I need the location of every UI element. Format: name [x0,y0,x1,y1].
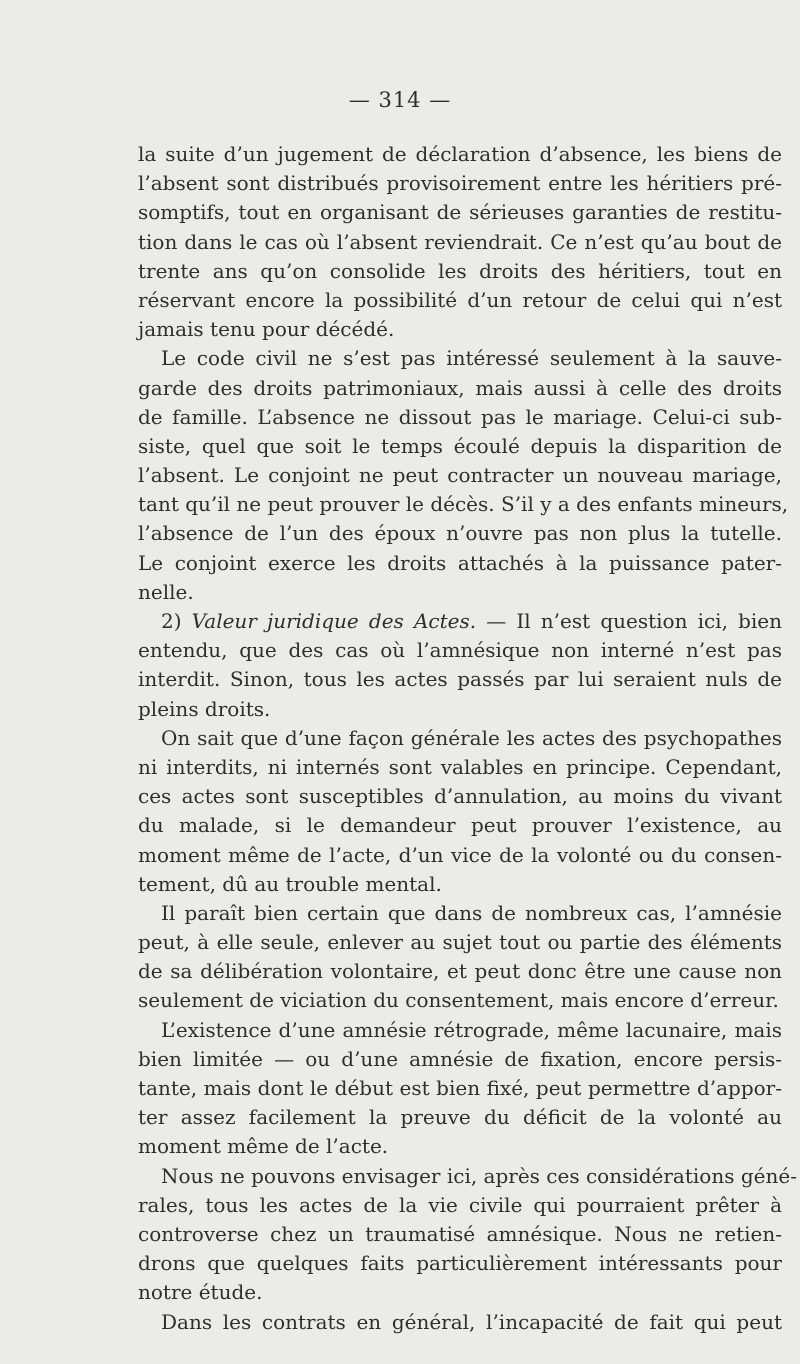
text-line: Le conjoint exerce les droits attachés à la puissance pater- [138,550,782,575]
text-line: ces actes sont susceptibles d’annulation, au moins du vivant [138,784,782,809]
text-line: la suite d’un jugement de déclaration d’absence, les biens de [138,142,782,166]
text-line: moment même de l’acte, d’un vice de la volonté ou du consen- [138,842,782,867]
text-line: ni interdits, ni internés sont valables en principe. Cependant, [138,754,782,779]
section-title: Valeur juridique des Actes. [191,609,477,633]
text-line: ter assez facilement la preuve du déficit de la volonté au [138,1105,782,1130]
text-line: garde des droits patrimoniaux, mais aussi à celle des droits [138,375,782,400]
text-line: rales, tous les actes de la vie civile qui pourraient prêter à [138,1192,782,1217]
text-line: tement, dû au trouble mental. [138,871,442,896]
text-line: L’existence d’une amnésie rétrograde, même lacunaire, mais [161,1017,782,1042]
text-line: tante, mais dont le début est bien fixé, peut permettre d’appor- [138,1076,782,1100]
line-suffix: — Il n’est question ici, bien [476,609,782,633]
text-line: nelle. [138,579,194,604]
line-prefix: 2) [161,609,192,633]
text-line: On sait que d’une façon générale les actes des psychopathes [161,725,782,750]
text-line: peut, à elle seule, enlever au sujet tout ou partie des éléments [138,930,782,955]
text-line [138,607,782,636]
text-line: entendu, que des cas où l’amnésique non interné n’est pas [138,638,782,663]
page-number: — 314 — [348,88,452,112]
text-line: Il paraît bien certain que dans de nombreux cas, l’amnésie [161,900,782,925]
text-line: jamais tenu pour décédé. [138,317,395,342]
text-line: Nous ne pouvons envisager ici, après ces considérations géné- [161,1163,797,1188]
text-line: l’absent sont distribués provisoirement entre les héritiers pré- [138,171,782,196]
text-line: bien limitée — ou d’une amnésie de fixation, encore persis- [138,1046,782,1071]
text-line: somptifs, tout en organisant de sérieuses garanties de restitu- [138,200,782,225]
body-text [138,140,797,1337]
text-line: controverse chez un traumatisé amnésique. Nous ne retien- [138,1221,782,1246]
text-line: tion dans le cas où l’absent reviendrait. Ce n’est qu’au bout de [138,229,782,254]
text-line: seulement de viciation du consentement, mais encore d’erreur. [138,988,779,1013]
text-line: moment même de l’acte. [138,1134,389,1159]
text-line: siste, quel que soit le temps écoulé depuis la disparition de [138,433,782,458]
text-line: Le code civil ne s’est pas intéressé seulement à la sauve- [161,346,782,371]
text-line: pleins droits. [138,696,271,721]
text-line: tant qu’il ne peut prouver le décès. S’il y a des enfants mineurs, [138,492,789,517]
text-line: notre étude. [138,1280,263,1305]
text-line: de famille. L’absence ne dissout pas le mariage. Celui-ci sub- [138,404,782,429]
text-line: l’absent. Le conjoint ne peut contracter un nouveau mariage, [138,463,782,488]
text-line: trente ans qu’on consolide les droits des héritiers, tout en [138,258,782,283]
text-line: réservant encore la possibilité d’un retour de celui qui n’est [138,287,782,312]
text-line: du malade, si le demandeur peut prouver l’existence, au [138,813,782,838]
text-line: drons que quelques faits particulièrement intéressants pour [138,1251,782,1276]
text-line: l’absence de l’un des époux n’ouvre pas non plus la tutelle. [138,521,782,546]
text-line: de sa délibération volontaire, et peut donc être une cause non [138,959,782,984]
text-line: interdit. Sinon, tous les actes passés par lui seraient nuls de [138,667,782,692]
text-line: Dans les contrats en général, l’incapacité de fait qui peut [161,1309,782,1334]
